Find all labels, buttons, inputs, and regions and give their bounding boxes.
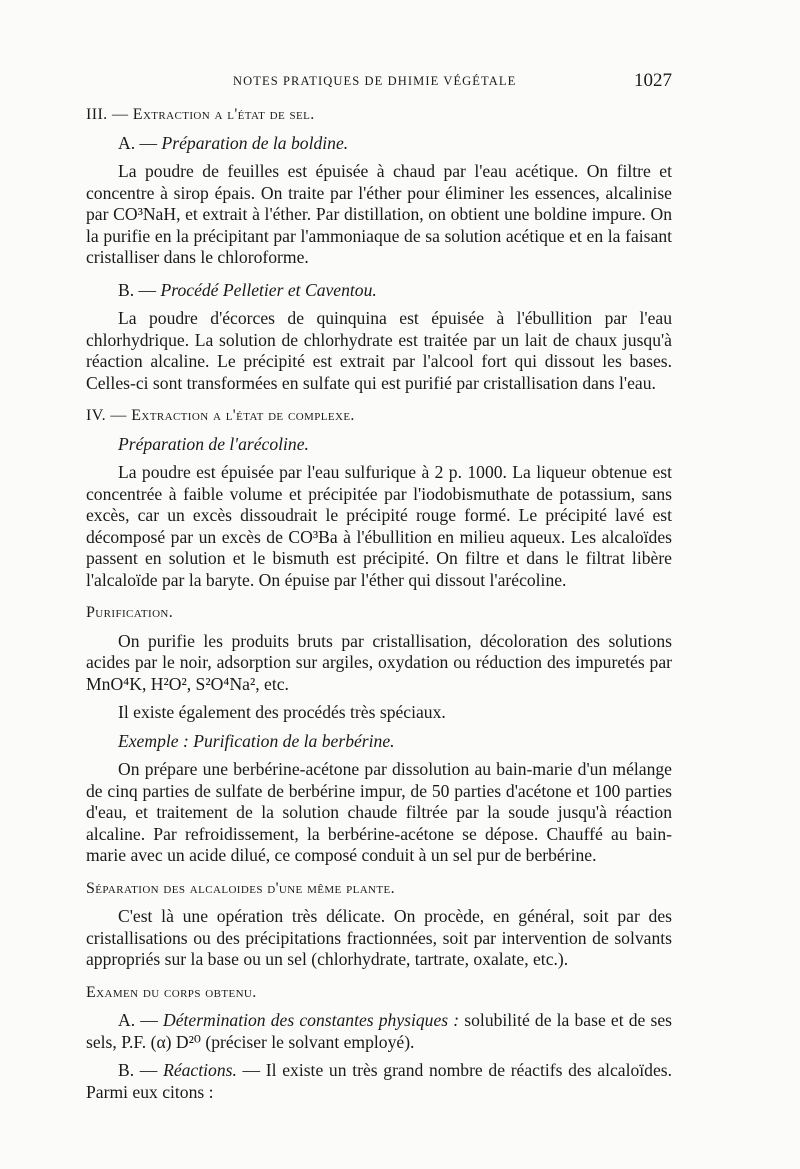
page-number: 1027 bbox=[634, 70, 672, 91]
paragraph-boldine: La poudre de feuilles est épuisée à chaud par l'eau acétique. On filtre et concentre à sirop épais. On traite par l'éther pour éliminer les essences, alcalinise par CO³NaH, et extrait à l'éther. Par distillation, on obtient une boldine impure. On la purifie en la précipitant par l'ammoniaque de sa solution acétique et en la faisant cristalliser dans le chloroforme. bbox=[86, 161, 672, 267]
section-heading-iii: III. — Extraction a l'état de sel. bbox=[86, 106, 315, 123]
section-heading-iv: IV. — Extraction a l'état de complexe. bbox=[86, 407, 355, 424]
exam-text-reactions: — Il existe un très grand nombre de réactifs des alcaloïdes. Parmi eux citons : bbox=[86, 1060, 672, 1102]
subsection-heading-a bbox=[86, 133, 672, 155]
section-heading-separation: Séparation des alcaloides d'une même plante. bbox=[86, 879, 396, 897]
subsection-title-pelletier: Procédé Pelletier et Caventou. bbox=[160, 279, 377, 300]
running-head bbox=[86, 70, 672, 94]
subsection-heading-arecoline bbox=[86, 434, 672, 456]
paragraph-reactions bbox=[86, 1060, 672, 1103]
paragraph-special-procedures: Il existe également des procédés très spéciaux. bbox=[118, 702, 446, 722]
subsection-label-b: B. — bbox=[118, 279, 161, 300]
exam-text-constantes: solubilité de la base et de ses sels, P.F. (α) D²⁰ (préciser le solvant employé). bbox=[86, 1010, 672, 1052]
paragraph-constantes bbox=[86, 1010, 672, 1053]
section-heading-examen: Examen du corps obtenu. bbox=[86, 983, 257, 1001]
exam-label-a: A. — bbox=[118, 1010, 163, 1030]
paragraph-berberine: On prépare une berbérine-acétone par dissolution au bain-marie d'un mélange de cinq parties de sulfate de berbérine impur, de 50 parties d'acétone et 100 parties d'eau, et traitement de la solution chaude filtrée par la soude jusqu'à réaction alcaline. Par refroidissement, la berbérine-acétone se dépose. Chauffé au bain-marie avec un acide dilué, ce composé conduit à un sel pur de berbérine. bbox=[86, 759, 672, 865]
subsection-title-boldine: Préparation de la boldine. bbox=[161, 132, 349, 153]
subsection-label-a: A. — bbox=[118, 132, 162, 153]
paragraph-separation: C'est là une opération très délicate. On procède, en général, soit par des cristallisations ou des précipitations fractionnées, soit par intervention de solvants appropriés sur la base ou un sel (chlorhydrate, tartrate, oxalate, etc.). bbox=[86, 906, 672, 969]
paragraph-pelletier: La poudre d'écorces de quinquina est épuisée à l'ébullition par l'eau chlorhydrique. La solution de chlorhydrate est traitée par un lait de chaux jusqu'à réaction alcaline. Le précipité est extrait par l'alcool fort qui dissout les bases. Celles-ci sont transformées en sulfate qui est purifié par cristallisation dans l'eau. bbox=[86, 308, 672, 393]
subsection-title-exemple: Exemple : Purification de la berbérine. bbox=[118, 730, 395, 751]
exam-title-constantes: Détermination des constantes physiques : bbox=[162, 1010, 460, 1030]
exam-title-reactions: Réactions. bbox=[163, 1060, 237, 1080]
paragraph-purification: On purifie les produits bruts par cristallisation, décoloration des solutions acides par le noir, adsorption sur argiles, oxydation ou réduction des impuretés par MnO⁴K, H²O², S²O⁴Na², etc. bbox=[86, 630, 672, 694]
section-heading-purification: Purification. bbox=[86, 604, 174, 621]
page-body bbox=[86, 104, 672, 1103]
running-title: NOTES PRATIQUES DE DHIMIE VÉGÉTALE bbox=[233, 74, 517, 88]
paragraph-arecoline: La poudre est épuisée par l'eau sulfurique à 2 p. 1000. La liqueur obtenue est concentrée à faible volume et précipitée par l'iodobismuthate de potassium, sans excès, car un excès dissoudrait le précipité rouge formé. Le précipité lavé est décomposé par un excès de CO³Ba à l'ébullition en milieu aqueux. Les alcaloïdes passent en solution et le bismuth est précipité. On filtre et dans le filtrat libère l'alcaloïde par la baryte. On épuise par l'éther qui dissout l'arécoline. bbox=[86, 462, 672, 590]
subsection-heading-b bbox=[86, 280, 672, 302]
subsection-heading-exemple bbox=[86, 731, 672, 753]
subsection-title-arecoline: Préparation de l'arécoline. bbox=[118, 433, 309, 454]
exam-label-b: B. — bbox=[118, 1060, 164, 1080]
